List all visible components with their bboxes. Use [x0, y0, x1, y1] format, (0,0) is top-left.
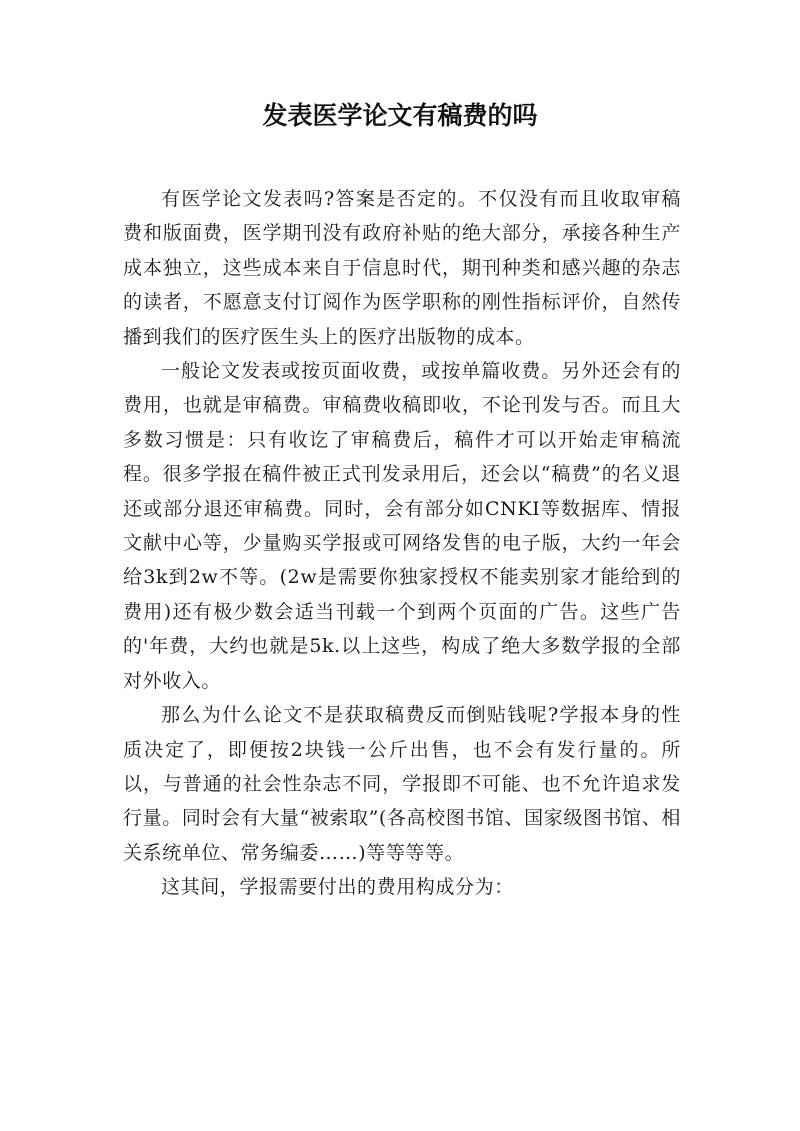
paragraph-1: 有医学论文发表吗?答案是否定的。不仅没有而且收取审稿费和版面费，医学期刊没有政府补贴的绝大部分，承接各种生产成本独立，这些成本来自于信息时代，期刊种类和感兴趣的杂志的读者，不愿意支付订阅作为医学职称的刚性指标评价，自然传播到我们的医疗医生头上的医疗出版物的成本。 — [123, 188, 681, 348]
document-title: 发表医学论文有稿费的吗 — [262, 101, 538, 130]
paragraph-4: 这其间，学报需要付出的费用构成分为： — [161, 876, 514, 899]
paragraph-2: 一般论文发表或按页面收费，或按单篇收费。另外还会有的费用，也就是审稿费。审稿费收稿即收，不论刊发与否。而且大多数习惯是：只有收讫了审稿费后，稿件才可以开始走审稿流程。很多学报在稿件被正式刊发录用后，还会以“稿费”的名义退还或部分退还审稿费。同时，会有部分如CNKI等数据库、情报文献中心等，少量购买学报或可网络发售的电子版，大约一年会给3k到2w不等。(2w是需要你独家授权不能卖别家才能给到的费用)还有极少数会适当刊载一个到两个页面的广告。这些广告的'年费，大约也就是5k.以上这些，构成了绝大多数学报的全部对外收入。 — [123, 360, 681, 692]
document-body — [123, 182, 681, 905]
paragraph-3: 那么为什么论文不是获取稿费反而倒贴钱呢?学报本身的性质决定了，即便按2块钱一公斤出售，也不会有发行量的。所以，与普通的社会性杂志不同，学报即不可能、也不允许追求发行量。同时会有大量“被索取”(各高校图书馆、国家级图书馆、相关系统单位、常务编委……)等等等等。 — [123, 704, 681, 864]
